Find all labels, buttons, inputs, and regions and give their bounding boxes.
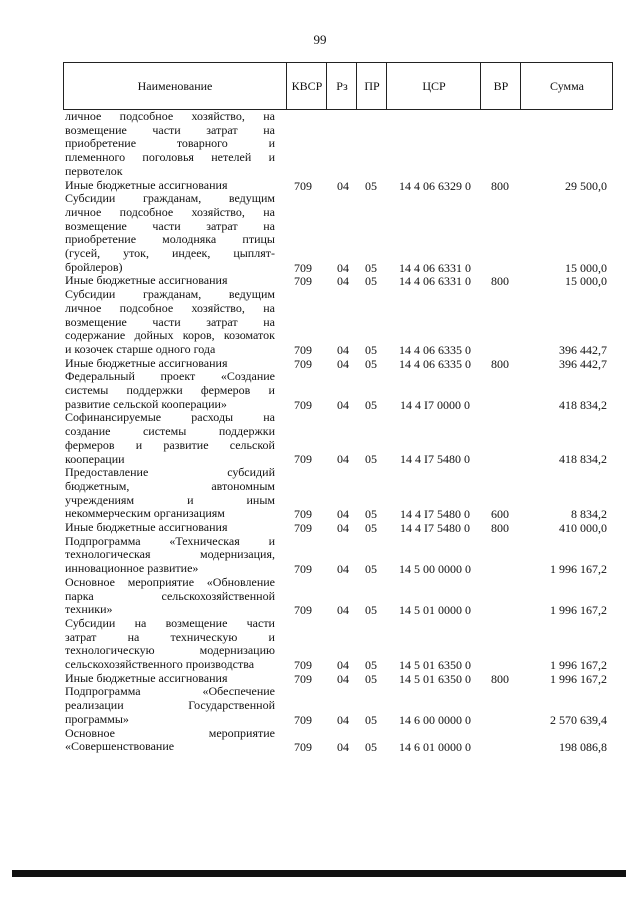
word: Основное bbox=[65, 725, 115, 740]
row-kvsr: 709 bbox=[294, 452, 312, 467]
row-kvsr: 709 bbox=[294, 274, 312, 289]
row-csr: 14 4 I7 5480 0 bbox=[400, 521, 470, 535]
table-row bbox=[63, 370, 613, 411]
row-name-line bbox=[65, 631, 275, 645]
row-vr: 600 bbox=[491, 507, 509, 522]
word: дойных bbox=[134, 328, 174, 343]
row-name-line bbox=[65, 535, 275, 549]
row-pr: 05 bbox=[365, 452, 377, 467]
word: ведущим bbox=[228, 191, 275, 206]
row-sum: 410 000,0 bbox=[559, 521, 607, 535]
row-vr: 800 bbox=[491, 521, 509, 535]
row-pr: 05 bbox=[365, 356, 377, 371]
row-kvsr: 709 bbox=[294, 521, 312, 535]
row-sum: 29 500,0 bbox=[565, 178, 607, 193]
word: Федеральный bbox=[65, 369, 135, 384]
row-name bbox=[65, 357, 275, 371]
header-pr: ПР bbox=[356, 63, 387, 109]
row-kvsr: 709 bbox=[294, 178, 312, 193]
row-name bbox=[65, 617, 275, 672]
word: на bbox=[263, 122, 275, 137]
row-name-line bbox=[65, 384, 275, 398]
word: Подпрограмма bbox=[65, 684, 141, 699]
row-pr: 05 bbox=[365, 397, 377, 412]
row-kvsr: 709 bbox=[294, 260, 312, 275]
table-row bbox=[63, 288, 613, 357]
row-vr: 800 bbox=[491, 671, 509, 686]
word: мероприятие bbox=[127, 574, 195, 589]
row-rz: 04 bbox=[337, 671, 349, 686]
row-csr: 14 6 00 0000 0 bbox=[399, 712, 471, 727]
word: развитие bbox=[163, 437, 209, 452]
row-sum: 15 000,0 bbox=[565, 260, 607, 275]
row-pr: 05 bbox=[365, 178, 377, 193]
row-name-line: некоммерческим организациям bbox=[65, 506, 225, 521]
row-pr: 05 bbox=[365, 260, 377, 275]
word: затрат bbox=[65, 629, 97, 644]
table-row bbox=[63, 672, 613, 686]
row-sum: 1 996 167,2 bbox=[550, 603, 607, 618]
row-pr: 05 bbox=[365, 603, 377, 618]
word: Основное bbox=[65, 574, 115, 589]
word: индеек, bbox=[171, 246, 211, 260]
row-name-line bbox=[65, 302, 275, 316]
row-csr: 14 5 01 0000 0 bbox=[399, 603, 471, 618]
word: и bbox=[187, 492, 194, 507]
word: системы bbox=[65, 383, 109, 397]
row-pr: 05 bbox=[365, 657, 377, 672]
word: системы bbox=[142, 424, 187, 439]
row-name bbox=[65, 685, 275, 726]
row-name bbox=[65, 521, 275, 535]
row-pr: 05 bbox=[365, 671, 377, 686]
row-kvsr: 709 bbox=[294, 603, 312, 618]
table-row bbox=[63, 192, 613, 274]
row-rz: 04 bbox=[337, 657, 349, 672]
word: затрат bbox=[206, 122, 238, 137]
row-name-line bbox=[65, 137, 275, 151]
row-name-line bbox=[65, 439, 275, 453]
word: «Обеспечение bbox=[202, 684, 275, 699]
word: личное bbox=[65, 109, 102, 123]
word: «Техническая bbox=[169, 533, 240, 548]
row-name-line bbox=[65, 247, 275, 261]
row-pr: 05 bbox=[365, 507, 377, 522]
row-csr: 14 4 06 6331 0 bbox=[399, 260, 471, 275]
row-csr: 14 6 01 0000 0 bbox=[399, 740, 471, 755]
page-bottom-rule bbox=[12, 870, 626, 877]
word: «Обновление bbox=[206, 574, 275, 589]
word: гражданам, bbox=[142, 287, 202, 302]
header-name: Наименование bbox=[137, 78, 213, 93]
row-rz: 04 bbox=[337, 356, 349, 371]
row-rz: 04 bbox=[337, 397, 349, 412]
row-name bbox=[65, 179, 275, 193]
word: поддержки bbox=[126, 383, 183, 397]
row-name-line: и козочек старше одного года bbox=[65, 341, 216, 356]
word: на bbox=[263, 218, 275, 233]
page-number: 99 bbox=[313, 32, 327, 47]
word: подсобное bbox=[119, 204, 174, 219]
word: иным bbox=[246, 492, 275, 507]
word: части bbox=[152, 122, 181, 137]
word: птицы bbox=[242, 232, 275, 247]
word: коров, bbox=[182, 328, 215, 343]
word: уток, bbox=[123, 246, 149, 260]
row-rz: 04 bbox=[337, 603, 349, 618]
row-rz: 04 bbox=[337, 562, 349, 577]
row-csr: 14 5 01 6350 0 bbox=[399, 657, 471, 672]
row-pr: 05 bbox=[365, 274, 377, 289]
word: учреждениям bbox=[65, 492, 135, 507]
word: части bbox=[246, 615, 275, 630]
row-sum: 8 834,2 bbox=[571, 507, 607, 522]
word: племенного bbox=[65, 150, 126, 165]
word: и bbox=[135, 437, 143, 452]
row-sum: 2 570 639,4 bbox=[550, 712, 607, 727]
row-rz: 04 bbox=[337, 260, 349, 275]
word: на bbox=[263, 109, 275, 123]
word: парка bbox=[65, 588, 94, 603]
word: молодняка bbox=[162, 232, 217, 247]
word: части bbox=[152, 218, 181, 233]
word: (гусей, bbox=[65, 246, 101, 260]
word: и bbox=[268, 533, 275, 548]
row-name-line bbox=[65, 548, 275, 562]
word: сельскохозяйственной bbox=[161, 588, 275, 603]
row-csr: 14 4 06 6331 0 bbox=[399, 274, 471, 289]
row-name-line: Иные бюджетные ассигнования bbox=[65, 670, 228, 685]
word: возмещение bbox=[165, 615, 228, 630]
row-vr: 800 bbox=[491, 178, 509, 193]
word: подсобное bbox=[119, 300, 174, 315]
row-rz: 04 bbox=[337, 274, 349, 289]
row-name-line: Иные бюджетные ассигнования bbox=[65, 355, 228, 370]
word: проект bbox=[160, 369, 196, 384]
word: личное bbox=[65, 204, 102, 219]
row-pr: 05 bbox=[365, 740, 377, 755]
row-sum: 15 000,0 bbox=[565, 274, 607, 289]
word: хозяйство, bbox=[191, 109, 245, 123]
table-row bbox=[63, 357, 613, 371]
row-kvsr: 709 bbox=[294, 507, 312, 522]
word: мероприятие bbox=[208, 725, 275, 740]
row-name-line bbox=[65, 192, 275, 206]
word: Предоставление bbox=[65, 465, 149, 480]
word: личное bbox=[65, 300, 102, 315]
table-header bbox=[63, 62, 613, 110]
table-row bbox=[63, 576, 613, 617]
row-kvsr: 709 bbox=[294, 562, 312, 577]
word: нетелей bbox=[211, 150, 252, 165]
row-name bbox=[65, 576, 275, 617]
word: поддержки bbox=[218, 424, 275, 439]
word: и bbox=[268, 383, 275, 397]
row-name bbox=[65, 535, 275, 576]
word: сельской bbox=[229, 437, 275, 452]
word: на bbox=[134, 615, 147, 630]
row-name-line bbox=[65, 685, 275, 699]
word: козоматок bbox=[223, 328, 275, 343]
row-csr: 14 4 I7 5480 0 bbox=[400, 507, 470, 522]
row-sum: 418 834,2 bbox=[559, 452, 607, 467]
row-name-line: Иные бюджетные ассигнования bbox=[65, 273, 228, 288]
row-name-line: «Совершенствование bbox=[65, 739, 175, 754]
word: товарного bbox=[176, 136, 228, 151]
row-name-line bbox=[65, 727, 275, 741]
header-csr: ЦСР bbox=[386, 63, 481, 109]
word: Субсидии bbox=[65, 191, 116, 206]
word: поголовья bbox=[142, 150, 194, 165]
row-kvsr: 709 bbox=[294, 740, 312, 755]
word: возмещение bbox=[65, 122, 127, 137]
row-csr: 14 5 01 6350 0 bbox=[399, 671, 471, 686]
word: Подпрограмма bbox=[65, 533, 141, 548]
row-sum: 1 996 167,2 bbox=[550, 671, 607, 686]
word: на bbox=[263, 204, 275, 219]
row-name-line: Иные бюджетные ассигнования bbox=[65, 520, 228, 534]
row-name-line: сельскохозяйственного производства bbox=[65, 657, 255, 671]
row-sum: 1 996 167,2 bbox=[550, 562, 607, 577]
row-name-line bbox=[65, 466, 275, 480]
row-name-line bbox=[65, 576, 275, 590]
word: возмещение bbox=[65, 218, 127, 233]
table-row bbox=[63, 411, 613, 466]
word: фермеров bbox=[200, 383, 251, 397]
word: хозяйство, bbox=[191, 300, 245, 315]
word: Субсидии bbox=[65, 615, 116, 630]
row-kvsr: 709 bbox=[294, 657, 312, 672]
row-csr: 14 4 I7 5480 0 bbox=[400, 452, 470, 467]
row-kvsr: 709 bbox=[294, 342, 312, 357]
row-name-line bbox=[65, 110, 275, 124]
row-name-line bbox=[65, 617, 275, 631]
row-name-line bbox=[65, 220, 275, 234]
table-row bbox=[63, 727, 613, 754]
row-rz: 04 bbox=[337, 712, 349, 727]
row-kvsr: 709 bbox=[294, 712, 312, 727]
word: хозяйство, bbox=[191, 204, 245, 219]
row-name bbox=[65, 192, 275, 274]
row-name-line bbox=[65, 494, 275, 508]
row-kvsr: 709 bbox=[294, 671, 312, 686]
row-rz: 04 bbox=[337, 342, 349, 357]
word: и bbox=[268, 150, 275, 165]
row-sum: 198 086,8 bbox=[559, 740, 607, 755]
word: и bbox=[268, 629, 275, 644]
word: субсидий bbox=[227, 465, 275, 480]
word: Государственной bbox=[188, 698, 275, 713]
row-csr: 14 4 06 6335 0 bbox=[399, 356, 471, 371]
word: расходы bbox=[191, 410, 234, 425]
row-name-line: техники» bbox=[65, 602, 113, 617]
row-name-line bbox=[65, 425, 275, 439]
row-kvsr: 709 bbox=[294, 356, 312, 371]
header-rz: Рз bbox=[326, 63, 357, 109]
word: затрат bbox=[206, 314, 238, 329]
row-kvsr: 709 bbox=[294, 397, 312, 412]
row-pr: 05 bbox=[365, 521, 377, 535]
row-name bbox=[65, 411, 275, 466]
row-name-line bbox=[65, 590, 275, 604]
word: модернизацию bbox=[199, 643, 275, 658]
row-vr: 800 bbox=[491, 274, 509, 289]
word: на bbox=[263, 314, 275, 329]
word: на bbox=[127, 629, 140, 644]
row-name-line: программы» bbox=[65, 711, 129, 726]
row-name-line: инновационное развитие» bbox=[65, 561, 199, 576]
row-name-line bbox=[65, 124, 275, 138]
table-row bbox=[63, 685, 613, 726]
word: «Создание bbox=[220, 369, 275, 384]
row-name-line bbox=[65, 329, 275, 343]
row-name-line bbox=[65, 151, 275, 165]
row-name-line bbox=[65, 288, 275, 302]
header-kvsr: КВСР bbox=[286, 63, 327, 109]
word: фермеров bbox=[65, 437, 115, 452]
row-name-line bbox=[65, 370, 275, 384]
row-name-line bbox=[65, 411, 275, 425]
row-csr: 14 5 00 0000 0 bbox=[399, 562, 471, 577]
row-name-line: Иные бюджетные ассигнования bbox=[65, 177, 228, 192]
row-sum: 396 442,7 bbox=[559, 342, 607, 357]
word: гражданам, bbox=[142, 191, 202, 206]
word: реализации bbox=[65, 698, 124, 713]
row-name bbox=[65, 288, 275, 357]
word: приобретение bbox=[65, 136, 137, 151]
row-sum: 418 834,2 bbox=[559, 397, 607, 412]
row-name-line bbox=[65, 644, 275, 658]
row-name bbox=[65, 274, 275, 288]
row-rz: 04 bbox=[337, 452, 349, 467]
row-pr: 05 bbox=[365, 712, 377, 727]
word: Софинансируемые bbox=[65, 410, 162, 425]
row-name-line: кооперации bbox=[65, 451, 125, 466]
row-csr: 14 4 06 6335 0 bbox=[399, 342, 471, 357]
word: возмещение bbox=[65, 314, 127, 329]
row-name-line bbox=[65, 233, 275, 247]
row-name-line bbox=[65, 480, 275, 494]
table-row bbox=[63, 274, 613, 288]
row-csr: 14 4 06 6329 0 bbox=[399, 178, 471, 193]
row-sum: 396 442,7 bbox=[559, 356, 607, 371]
row-name bbox=[65, 370, 275, 411]
header-vr: ВР bbox=[480, 63, 521, 109]
word: затрат bbox=[206, 218, 238, 233]
word: модернизация, bbox=[200, 547, 275, 562]
word: на bbox=[263, 410, 275, 425]
row-name-line: бройлеров) bbox=[65, 259, 123, 274]
word: ведущим bbox=[228, 287, 275, 302]
row-pr: 05 bbox=[365, 562, 377, 577]
row-name-line: развитие сельской кооперации» bbox=[65, 396, 227, 411]
row-rz: 04 bbox=[337, 507, 349, 522]
row-sum: 1 996 167,2 bbox=[550, 657, 607, 672]
word: на bbox=[263, 300, 275, 315]
row-name-line bbox=[65, 206, 275, 220]
row-rz: 04 bbox=[337, 740, 349, 755]
row-name-line bbox=[65, 699, 275, 713]
word: содержание bbox=[65, 328, 126, 343]
row-name bbox=[65, 110, 275, 179]
row-pr: 05 bbox=[365, 342, 377, 357]
row-name-line: первотелок bbox=[65, 163, 123, 178]
word: подсобное bbox=[119, 109, 174, 123]
header-sum: Сумма bbox=[520, 63, 613, 109]
word: бюджетным, bbox=[65, 478, 130, 493]
table-row bbox=[63, 110, 613, 179]
word: приобретение bbox=[65, 232, 137, 247]
word: части bbox=[152, 314, 181, 329]
table-row bbox=[63, 179, 613, 193]
word: и bbox=[268, 136, 275, 151]
table-row bbox=[63, 521, 613, 535]
word: цыплят- bbox=[233, 246, 275, 260]
word: автономным bbox=[211, 478, 275, 493]
row-name bbox=[65, 727, 275, 754]
word: технологическую bbox=[65, 643, 155, 658]
row-name bbox=[65, 466, 275, 521]
word: техническую bbox=[170, 629, 238, 644]
row-name-line bbox=[65, 316, 275, 330]
row-vr: 800 bbox=[491, 356, 509, 371]
table-row bbox=[63, 617, 613, 672]
row-name bbox=[65, 672, 275, 686]
row-rz: 04 bbox=[337, 521, 349, 535]
word: Субсидии bbox=[65, 287, 116, 302]
word: создание bbox=[65, 424, 111, 439]
table-row bbox=[63, 535, 613, 576]
word: технологическая bbox=[65, 547, 151, 562]
table-row bbox=[63, 466, 613, 521]
row-rz: 04 bbox=[337, 178, 349, 193]
row-csr: 14 4 I7 0000 0 bbox=[400, 397, 470, 412]
